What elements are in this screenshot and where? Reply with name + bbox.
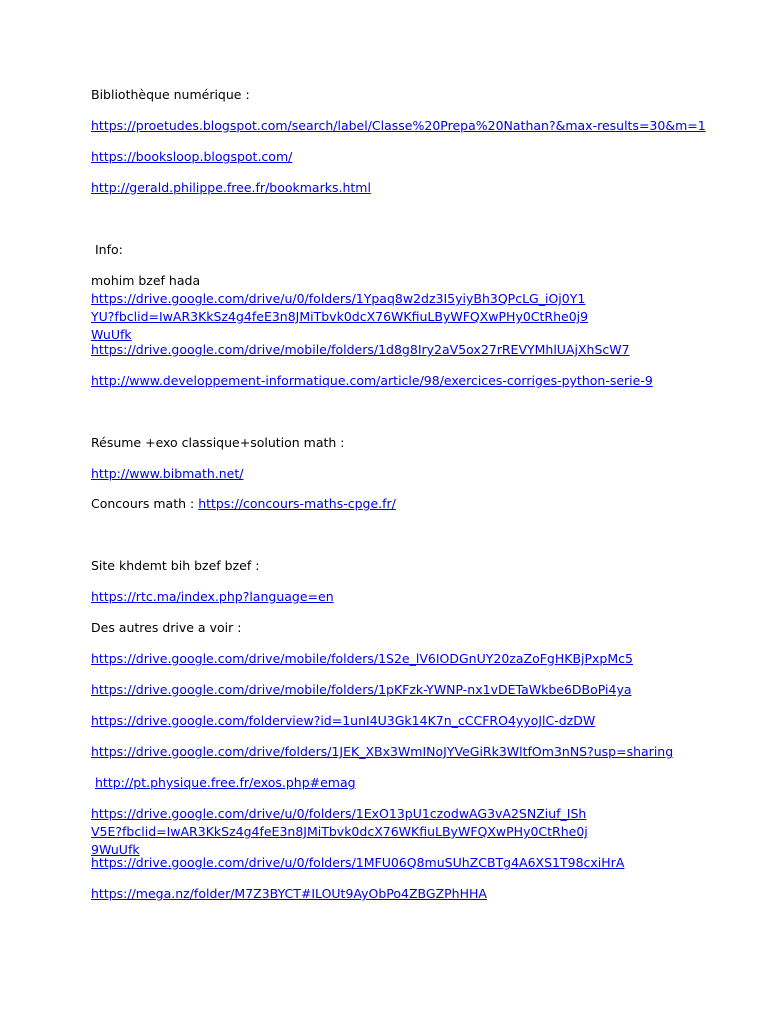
link-pt-physique[interactable]: http://pt.physique.free.fr/exos.php#emag	[95, 775, 356, 790]
link-proetudes[interactable]: https://proetudes.blogspot.com/search/label/Classe%20Prepa%20Nathan?&max-results=30&m=1	[91, 118, 706, 133]
link-drive-other-4[interactable]: https://drive.google.com/drive/u/0/folders/1ExO13pU1czodwAG3vA2SNZiuf_IShV5E?fbclid=IwAR3KkSz4g4feE3n8JMiTbvk0dcX76WKfiuLByWFQXwPHy0CtRhe0j9WuUfk	[91, 806, 588, 857]
link-drive-other-5[interactable]: https://drive.google.com/drive/u/0/folders/1MFU06Q8muSUhZCBTg4A6XS1T98cxiHrA	[91, 855, 625, 870]
link-drive-info-2[interactable]: https://drive.google.com/drive/mobile/folders/1d8g8Iry2aV5ox27rREVYMhlUAjXhScW7	[91, 342, 630, 357]
link-drive-other-1[interactable]: https://drive.google.com/drive/mobile/folders/1S2e_lV6IODGnUY20zaZoFgHKBjPxpMc5	[91, 651, 633, 666]
link-drive-other-2[interactable]: https://drive.google.com/drive/mobile/folders/1pKFzk-YWNP-nx1vDETaWkbe6DBoPi4ya	[91, 682, 632, 697]
link-concours-maths[interactable]: https://concours-maths-cpge.fr/	[198, 496, 396, 511]
link-developpement-informatique[interactable]: http://www.developpement-informatique.com/article/98/exercices-corriges-python-serie-9	[91, 373, 653, 388]
link-mega[interactable]: https://mega.nz/folder/M7Z3BYCT#ILOUt9AyObPo4ZBGZPhHHA	[91, 886, 487, 901]
concours-label: Concours math :	[91, 496, 199, 511]
note-mohim: mohim bzef hada	[91, 273, 201, 288]
link-rtc[interactable]: https://rtc.ma/index.php?language=en	[91, 589, 334, 604]
link-drive-folderview[interactable]: https://drive.google.com/folderview?id=1unI4U3Gk14K7n_cCCFRO4yyoJlC-dzDW	[91, 713, 596, 728]
link-booksloop[interactable]: https://booksloop.blogspot.com/	[91, 149, 293, 164]
link-drive-info-1[interactable]: https://drive.google.com/drive/u/0/folders/1Ypaq8w2dz3I5yiyBh3QPcLG_iOj0Y1YU?fbclid=IwAR3KkSz4g4feE3n8JMiTbvk0dcX76WKfiuLByWFQXwPHy0CtRhe0j9WuUfk	[91, 291, 589, 342]
concours-line	[91, 495, 748, 513]
heading-bibliotheque: Bibliothèque numérique :	[91, 87, 250, 102]
link-drive-other-3[interactable]: https://drive.google.com/drive/folders/1JEK_XBx3WmINoJYVeGiRk3WltfOm3nNS?usp=sharing	[91, 744, 674, 759]
link-bibmath[interactable]: http://www.bibmath.net/	[91, 466, 244, 481]
heading-info: Info:	[95, 242, 123, 257]
heading-sites: Site khdemt bih bzef bzef :	[91, 558, 260, 573]
link-gerald-bookmarks[interactable]: http://gerald.philippe.free.fr/bookmarks.html	[91, 180, 371, 195]
heading-math: Résume +exo classique+solution math :	[91, 435, 345, 450]
heading-drives: Des autres drive a voir :	[91, 620, 242, 635]
